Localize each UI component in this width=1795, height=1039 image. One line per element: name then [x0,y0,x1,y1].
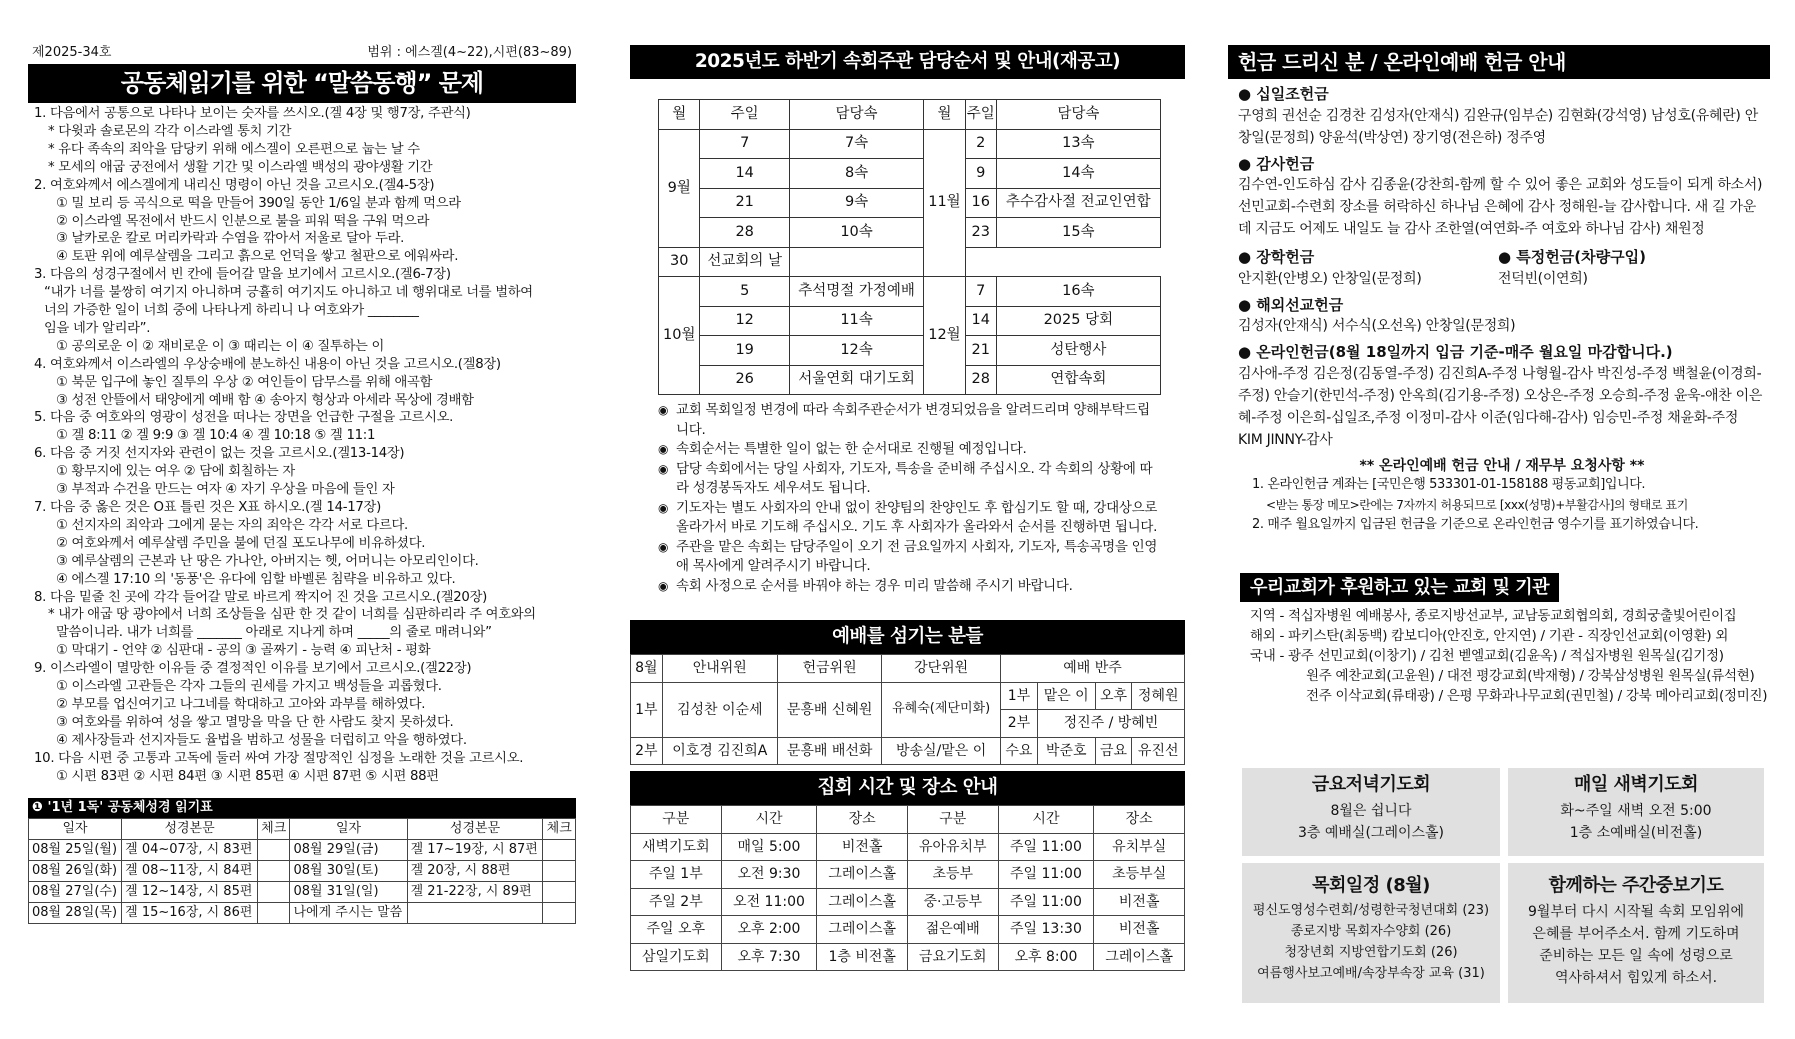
support-title: 우리교회가 후원하고 있는 교회 및 기관 [1240,573,1559,602]
rotation-title: 2025년도 하반기 속회주관 담당순서 및 안내(재공고) [630,45,1185,79]
quiz-line: ③ 여호와를 위하여 성을 쌓고 멸망을 막을 단 한 사람도 찾지 못하셨다. [56,714,454,730]
rotation-notes [658,401,1161,596]
table-row [659,336,1161,366]
rotation-cell: 12속 [789,336,923,366]
plan-cell[interactable] [543,882,576,903]
reading-plan-title: ❶ '1년 1독' 공동체성경 읽기표 [28,798,576,819]
band-cell: 유진선 [1132,737,1185,765]
schedule-cell: 초등부 [907,861,998,889]
box-title: 금요저녁기도회 [1311,774,1431,795]
rotation-cell: 16 [965,188,996,218]
plan-cell[interactable] [543,840,576,861]
plan-cell: 겔 15~16장, 시 86편 [122,903,258,924]
table-row [631,943,1185,971]
box-line: 9월부터 다시 시작될 속회 모임위에 [1527,904,1745,920]
plan-cell: 겔 04~07장, 시 83편 [122,840,258,861]
plan-cell[interactable] [543,861,576,882]
quiz-line: ① 공의로운 이 ② 재비로운 이 ③ 때리는 이 ④ 질투하는 이 [56,338,385,354]
box-line: 화~주일 새벽 오전 5:00 [1560,803,1712,819]
table-row [659,129,1161,159]
box-lines [1242,900,1500,984]
box-line: 준비하는 모든 일 속에 성령으로 [1539,948,1733,964]
schedule-header: 구분 [631,806,722,834]
altar-cell: 유혜숙(제단미화) [882,682,1001,737]
plan-cell: 겔 21-22장, 시 89편 [407,882,543,903]
table-row [659,277,1161,307]
altar-header: 강단위원 [882,655,1001,683]
plan-cell: 08월 29일(금) [290,840,407,861]
schedule-cell: 오후 7:30 [721,943,817,971]
box-lines [1508,901,1764,989]
servers-title: 예배를 섬기는 분들 [630,620,1185,654]
rotation-wrap [630,79,1185,596]
support-line: 전주 이삭교회(류태광) / 은평 무화과나무교회(권민철) / 강북 메아리교회(정미진) [1306,688,1768,705]
rotation-cell: 19 [700,336,789,366]
quiz-line: ① 겔 8:11 ② 겔 9:9 ③ 겔 10:4 ④ 겔 10:18 ⑤ 겔 11:1 [56,428,376,444]
special-heading: ● 특정헌금(차량구입) [1498,248,1646,266]
plan-cell [407,903,543,924]
note-text: 주관을 맡은 속회는 담당주일이 오기 전 금요일까지 사회자, 기도자, 특송곡명을 인영애 목사에게 알려주시기 바랍니다. [676,538,1158,575]
plan-cell: 겔 20장, 시 88편 [407,861,543,882]
plan-cell: 겔 08~11장, 시 84편 [122,861,258,882]
plan-header: 성경본문 [122,819,258,840]
rotation-table [658,99,1161,395]
schedule-cell: 오전 11:00 [721,888,817,916]
support-list [1228,606,1770,706]
dawn-prayer-box [1508,768,1764,856]
table-row [659,218,1161,248]
schedule-title: 집회 시간 및 장소 안내 [630,771,1185,805]
note-item [658,440,1161,460]
plan-header: 성경본문 [407,819,543,840]
schedule-cell: 그레이스홀 [817,888,908,916]
quiz-title: 공동체읽기를 위한 “말씀동행” 문제 [28,66,576,103]
schedule-cell: 중·고등부 [907,888,998,916]
quiz-line: ③ 부적과 수건을 만드는 여자 ④ 자기 우상을 마음에 들인 자 [56,482,395,498]
box-line: 청장년회 지방연합기도회 (26) [1284,945,1458,960]
table-row [631,861,1185,889]
quiz-column [28,45,576,924]
plan-cell[interactable] [543,903,576,924]
quiz-line: ① 이스라엘 고관들은 각자 그들의 권세를 가지고 백성들을 괴롭혔다. [56,679,442,695]
quiz-line: 말씀이니라. 내가 너희를 _______ 아래로 지나게 하며 _____의 줄로 매려니와” [56,625,492,641]
support-line: 국내 - 광주 선민교회(이창기) / 김천 벧엘교회(김윤옥) / 적십자병원 원목실(김기정) [1250,648,1724,665]
rotation-cell: 9 [965,159,996,189]
schedule-cell: 주일 1부 [631,861,722,889]
quiz-line: ④ 에스겔 17:10 의 '동풍'은 유다에 임할 바벨론 침략을 비유하고 있다. [56,571,456,587]
quiz-line: 6. 다음 중 거짓 선지자와 관련이 없는 것을 고르시오.(겔13-14장) [34,446,405,462]
quiz-line: ③ 날카로운 칼로 머리카락과 수염을 깎아서 저울로 달아 두라. [56,231,405,247]
quiz-line: * 다윗과 솔로몬의 각각 이스라엘 통치 기간 [48,123,292,139]
note-text: 속회순서는 특별한 일이 없는 한 순서대로 진행될 예정입니다. [676,441,1027,458]
plan-cell: 08월 31일(일) [290,882,407,903]
support-line: 원주 예찬교회(고윤원) / 대전 평강교회(박재형) / 강북삼성병원 원목실(류석현) [1306,668,1755,685]
plan-cell: 08월 30일(토) [290,861,407,882]
rotation-header: 담당속 [996,100,1160,130]
quiz-line: ② 이스라엘 목전에서 반드시 인분으로 불을 피워 떡을 구워 먹으라 [56,213,430,229]
box-title: 목회일정 (8월) [1312,875,1430,896]
bullet-icon: ◉ [658,539,669,554]
quiz-line: ③ 성전 안뜰에서 태양에게 예배 함 ④ 송아지 형상과 아세라 목상에 경배함 [56,392,474,408]
rotation-cell: 14 [965,306,996,336]
rotation-cell: 15속 [996,218,1160,248]
plan-cell: 08월 27일(수) [29,882,122,903]
online-list: 김사애-주정 김은정(김동열-주정) 김진희A-주정 나형월-감사 박진성-주정 백철윤(이경희-주정) 안슬기(한민석-주정) 안옥희(김기용-주정) 오상은-주정 오승희-주정 윤욱-애찬 이은혜-주정 이은희-십일조,주정 이정미-감사 이준(임다해-감사) 임승민-주정 채윤화-주정 KIM JINNY-감사 [1238,365,1763,448]
rotation-cell: 추석명절 가정예배 [789,277,923,307]
service-label: 2부 [631,737,663,765]
band-cell: 정진주 / 방혜빈 [1037,710,1184,738]
note-item [658,499,1161,538]
note-text: 담당 속회에서는 당일 사회자, 기도자, 특송을 준비해 주십시오. 각 속회의 상황에 따라 성경봉독자도 세우셔도 됩니다. [676,460,1153,497]
schedule-cell: 오전 9:30 [721,861,817,889]
issue-header [28,45,576,66]
table-row [659,247,1161,277]
quiz-line: ① 북문 입구에 놓인 질투의 우상 ② 여인들이 담무스를 위해 애곡함 [56,374,433,390]
schedule-cell: 그레이스홀 [1094,943,1185,971]
band-cell: 정혜원 [1132,682,1185,710]
plan-cell[interactable] [257,882,290,903]
band-label: 수요 [1000,737,1037,765]
pastoral-schedule-box [1242,863,1500,1003]
friday-prayer-box [1242,768,1500,856]
plan-cell[interactable] [257,903,290,924]
table-row [631,888,1185,916]
rotation-cell: 7 [700,129,789,159]
schedule-header: 장소 [817,806,908,834]
intercession-box [1508,863,1764,1003]
quiz-line: 너의 가증한 일이 너희 중에 나타나게 하리니 나 여호와가 ________ [44,303,419,319]
rotation-cell: 서울연회 대기도회 [789,365,923,395]
rotation-cell: 11월 [924,129,965,277]
box-title: 매일 새벽기도회 [1574,774,1698,795]
rotation-cell: 21 [965,336,996,366]
quiz-line: 임을 네가 알리라”. [44,320,151,336]
guide-line: 2. 매주 월요일까지 입금된 헌금을 기준으로 온라인헌금 영수기를 표기하였습니다. [1252,516,1699,532]
box-line: 1층 소예배실(비전홀) [1569,825,1703,841]
rotation-cell: 추수감사절 전교인연합 [996,188,1160,218]
box-title: 함께하는 주간중보기도 [1548,875,1724,896]
table-row [631,833,1185,861]
schedule-header: 장소 [1094,806,1185,834]
note-item [658,538,1161,577]
rotation-cell: 8속 [789,159,923,189]
schedule-cell: 주일 오후 [631,916,722,944]
quiz-line: ④ 제사장들과 선지자들도 율법을 범하고 성물을 더럽히고 악을 행하였다. [56,732,467,748]
box-line: 3층 예배실(그레이스홀) [1298,825,1444,841]
box-line: 여름행사보고예배/속장부속장 교육 (31) [1257,966,1485,981]
rotation-cell: 7속 [789,129,923,159]
rotation-cell: 14속 [996,159,1160,189]
quiz-line: ① 시편 83편 ② 시편 84편 ③ 시편 85편 ④ 시편 87편 ⑤ 시편 88편 [56,768,439,784]
scholarship-list: 안지환(안병오) 안창일(문정희) [1238,270,1422,287]
bullet-icon: ◉ [658,403,669,418]
schedule-cell: 유치부실 [1094,833,1185,861]
schedule-cell: 오후 2:00 [721,916,817,944]
offering-column [1228,45,1770,986]
rotation-cell: 9속 [789,188,923,218]
schedule-cell: 유아유치부 [907,833,998,861]
schedule-cell: 주일 11:00 [998,888,1094,916]
scholarship-heading: ● 장학헌금 [1238,248,1315,266]
schedule-header: 구분 [907,806,998,834]
schedule-cell: 1층 비전홀 [817,943,908,971]
schedule-cell: 그레이스홀 [817,861,908,889]
thanks-heading: ● 감사헌금 [1238,154,1315,173]
box-line: 8월은 쉽니다 [1330,803,1412,819]
quiz-line: 3. 다음의 성경구절에서 빈 칸에 들어갈 말을 보기에서 고르시오.(겔6-7장) [34,267,451,283]
reading-plan-table [28,818,576,924]
usher-cell: 김성찬 이순세 [662,682,777,737]
mission-list: 김성자(안재식) 서수식(오선옥) 안창일(문정희) [1238,318,1516,334]
schedule-cell: 주일 2부 [631,888,722,916]
box-line: 은혜를 부어주소서. 함께 기도하며 [1532,926,1740,942]
rotation-header: 주일 [965,100,996,130]
bullet-icon: ◉ [658,461,669,476]
quiz-line: ① 황무지에 있는 여우 ② 담에 회칠하는 자 [56,464,295,480]
plan-header: 일자 [290,819,407,840]
note-text: 기도자는 별도 사회자의 안내 없이 찬양팀의 찬양인도 후 합심기도 할 때, 강대상으로 올라가서 바로 기도해 주십시오. 기도 후 사회자가 올라와서 순서를 진행하면 됩니다. [676,499,1158,536]
table-row [29,840,576,861]
schedule-cell: 오후 8:00 [998,943,1094,971]
servers-table [630,654,1185,765]
quiz-line: 2. 여호와께서 에스겔에게 내리신 명령이 아닌 것을 고르시오.(겔4-5장) [34,177,435,193]
box-line: 종로지방 목회자수양회 (26) [1290,924,1452,939]
quiz-line: ② 여호와께서 예루살렘 주민을 불에 던질 포도나무에 비유하셨다. [56,535,426,551]
guide-title: ** 온라인예배 헌금 안내 / 재무부 요청사항 ** [1359,457,1645,474]
rotation-cell: 23 [965,218,996,248]
bullet-icon: ◉ [658,578,669,593]
quiz-line: 7. 다음 중 옳은 것은 O표 틀린 것은 X표 하시오.(겔 14-17장) [34,500,381,516]
quiz-line: 1. 다음에서 공통으로 나타나 보이는 숫자를 쓰시오.(겔 4장 및 행7장, 주관식) [34,106,471,122]
schedule-header: 시간 [998,806,1094,834]
band-label: 오후 [1095,682,1132,710]
bullet-icon: ◉ [658,442,669,457]
table-row [631,916,1185,944]
support-line: 지역 - 적십자병원 예배봉사, 종로지방선교부, 교남동교회협의회, 경희궁출빛어린이집 [1250,608,1737,625]
offering-header: 헌금위원 [777,655,881,683]
table-row [29,903,576,924]
issue-number: 제2025-34호 [32,45,112,60]
plan-cell: 나에게 주시는 말씀 [290,903,407,924]
quiz-line: 8. 다음 밑줄 친 곳에 각각 들어갈 말로 바르게 짝지어 진 것을 고르시오.(겔20장) [34,589,488,605]
box-line: 역사하셔서 힘있게 하소서. [1554,970,1718,986]
rotation-cell: 9월 [659,129,700,247]
rotation-cell: 연합속회 [996,365,1160,395]
offering-cell: 문흥배 신혜원 [777,682,881,737]
table-row [29,861,576,882]
quiz-line: “내가 너를 불쌍히 여기지 아니하며 긍휼히 여기지도 아니하고 네 행위대로 너를 벌하여 [44,285,533,301]
quiz-line: ④ 토판 위에 예루살렘을 그리고 흙으로 언덕을 쌓고 철판으로 에워싸라. [56,249,459,265]
quiz-line: ③ 예루살렘의 근본과 난 땅은 가나안, 아버지는 헷, 어머니는 아모리인이다. [56,553,479,569]
rotation-header: 담당속 [789,100,923,130]
schedule-table [630,805,1185,971]
plan-cell: 08월 26일(화) [29,861,122,882]
altar-cell: 방송실/맡은 이 [882,737,1001,765]
table-row [29,882,576,903]
band-cell: 맡은 이 [1037,682,1095,710]
plan-header: 체크 [543,819,576,840]
schedule-cell: 비전홀 [1094,888,1185,916]
rotation-cell: 12월 [924,277,965,395]
note-text: 속회 사정으로 순서를 바꿔야 하는 경우 미리 말씀해 주시기 바랍니다. [676,577,1073,594]
rotation-cell: 13속 [996,129,1160,159]
rotation-cell: 30 [659,247,700,277]
quiz-line: ① 선지자의 죄악과 그에게 묻는 자의 죄악은 각각 서로 다르다. [56,517,408,533]
service-label: 1부 [631,682,663,737]
quiz-line: 4. 여호와께서 이스라엘의 우상숭배에 분노하신 내용이 아닌 것을 고르시오.(겔8장) [34,356,501,372]
cell-group-column [630,45,1185,971]
rotation-cell: 11속 [789,306,923,336]
quiz-line: ① 밀 보리 등 곡식으로 떡을 만들어 390일 동안 1/6일 분과 함께 먹으라 [56,195,461,211]
table-row [659,306,1161,336]
quiz-line: * 유다 족속의 죄악을 담당키 위해 에스겔이 오른편으로 눕는 날 수 [48,141,420,157]
support-line: 해외 - 파키스탄(최동백) 캄보디아(안진호, 안지연) / 기관 - 직장인선교회(이영환) 외 [1250,628,1729,645]
schedule-cell: 매일 5:00 [721,833,817,861]
band-label: 금요 [1095,737,1132,765]
rotation-cell: 성탄행사 [996,336,1160,366]
schedule-cell: 초등부실 [1094,861,1185,889]
rotation-cell: 10속 [789,218,923,248]
box-line: 평신도영성수련회/성령한국청년대회 (23) [1252,903,1490,918]
thanks-list: 김수연-인도하심 감사 김종윤(강찬희-함께 할 수 있어 좋은 교회와 성도들이 되게 하소서) 선민교회-수련회 장소를 허락하신 하나님 은혜에 감사 정해원-늘 감사합니다. 새 길 가운데 지금도 어제도 내일도 늘 감사 조한열(여연화-주 여호와 하나님 감사) 채원정 [1238,177,1763,237]
rotation-cell: 7 [965,277,996,307]
quiz-line: 9. 이스라엘이 멸망한 이유들 중 결정적인 이유를 보기에서 고르시오.(겔22장) [34,661,472,677]
plan-cell: 겔 17~19장, 시 87편 [407,840,543,861]
schedule-cell: 금요기도회 [907,943,998,971]
rotation-cell: 16속 [996,277,1160,307]
rotation-cell: 28 [700,218,789,248]
rotation-cell: 26 [700,365,789,395]
usher-cell: 이호경 김진희A [662,737,777,765]
plan-header: 체크 [257,819,290,840]
schedule-cell: 비전홀 [817,833,908,861]
plan-cell: 08월 28일(목) [29,903,122,924]
offering-title: 헌금 드리신 분 / 온라인예배 헌금 안내 [1228,45,1770,79]
online-heading: ● 온라인헌금(8월 18일까지 입금 기준-매주 월요일 마감합니다.) [1238,343,1673,361]
rotation-cell: 12 [700,306,789,336]
servers-month: 8월 [631,655,663,683]
rotation-cell: 28 [965,365,996,395]
plan-header: 일자 [29,819,122,840]
quiz-line: ② 부모를 업신여기고 나그네를 학대하고 고아와 과부를 해하였다. [56,696,426,712]
table-row [659,365,1161,395]
note-text: 교회 목회일정 변경에 따라 속회주관순서가 변경되었음을 알려드리며 양해부탁드립니다. [676,402,1150,438]
quiz-line: 10. 다음 시편 중 고통과 고독에 둘러 싸여 가장 절망적인 심정을 노래한 것을 고르시오. [34,750,524,766]
rotation-cell: 5 [700,277,789,307]
rotation-cell: 2 [965,129,996,159]
note-item [658,460,1161,499]
schedule-cell: 삼일기도회 [631,943,722,971]
schedule-cell: 비전홀 [1094,916,1185,944]
rotation-header: 월 [924,100,965,130]
rotation-cell: 21 [700,188,789,218]
accompanist-header: 예배 반주 [1000,655,1184,683]
tithe-heading: ● 십일조헌금 [1238,85,1329,103]
schedule-cell: 새벽기도회 [631,833,722,861]
schedule-cell: 주일 13:30 [998,916,1094,944]
schedule-header: 시간 [721,806,817,834]
schedule-cell: 젊은예배 [907,916,998,944]
rotation-header: 주일 [700,100,789,130]
table-row [659,188,1161,218]
usher-header: 안내위원 [662,655,777,683]
mission-heading: ● 해외선교헌금 [1238,295,1344,314]
plan-cell[interactable] [257,840,290,861]
tithe-list: 구영희 권선순 김경찬 김성자(안재식) 김완규(임부순) 김현화(강석영) 남성호(유혜란) 안창일(문정희) 양윤석(박상연) 장기영(전은하) 정주영 [1238,107,1758,146]
guide-line: 1. 온라인헌금 계좌는 [국민은행 533301-01-158188 평동교회]입니다. [1252,476,1646,492]
schedule-cell: 주일 11:00 [998,861,1094,889]
plan-cell[interactable] [257,861,290,882]
rotation-cell: 2025 당회 [996,306,1160,336]
band-label: 2부 [1000,710,1037,738]
rotation-cell: 10월 [659,277,700,395]
band-label: 1부 [1000,682,1037,710]
rotation-cell: 14 [700,159,789,189]
plan-cell: 겔 12~14장, 시 85편 [122,882,258,903]
table-row [659,159,1161,189]
band-cell: 박준호 [1037,737,1095,765]
quiz-line: ① 막대기 - 언약 ② 심판대 - 공의 ③ 골짜기 - 능력 ④ 피난처 - 평화 [56,643,431,659]
note-item [658,577,1161,597]
bullet-icon: ◉ [658,500,669,515]
quiz-line: * 내가 애굽 땅 광야에서 너희 조상들을 심판 한 것 같이 너희를 심판하리라 주 여호와의 [48,607,536,623]
special-list: 전덕빈(이연희) [1498,270,1588,287]
rotation-header: 월 [659,100,700,130]
guide-line: <받는 통장 메모>란에는 7자까지 허용되므로 [xxx(성명)+부활감사]의 형태로 표기 [1266,497,1688,512]
quiz-questions [28,103,576,785]
schedule-cell: 그레이스홀 [817,916,908,944]
reading-range: 범위 : 에스겔(4~22),시편(83~89) [367,45,572,60]
rotation-cell: 선교회의 날 [700,247,789,277]
offering-cell: 문흥배 배선화 [777,737,881,765]
quiz-line: * 모세의 애굽 궁전에서 생활 기간 및 이스라엘 백성의 광야생활 기간 [48,159,433,175]
quiz-line: 5. 다음 중 여호와의 영광이 성전을 떠나는 장면을 언급한 구절을 고르시오. [34,410,454,426]
plan-cell: 08월 25일(월) [29,840,122,861]
note-item [658,401,1161,440]
schedule-cell: 주일 11:00 [998,833,1094,861]
